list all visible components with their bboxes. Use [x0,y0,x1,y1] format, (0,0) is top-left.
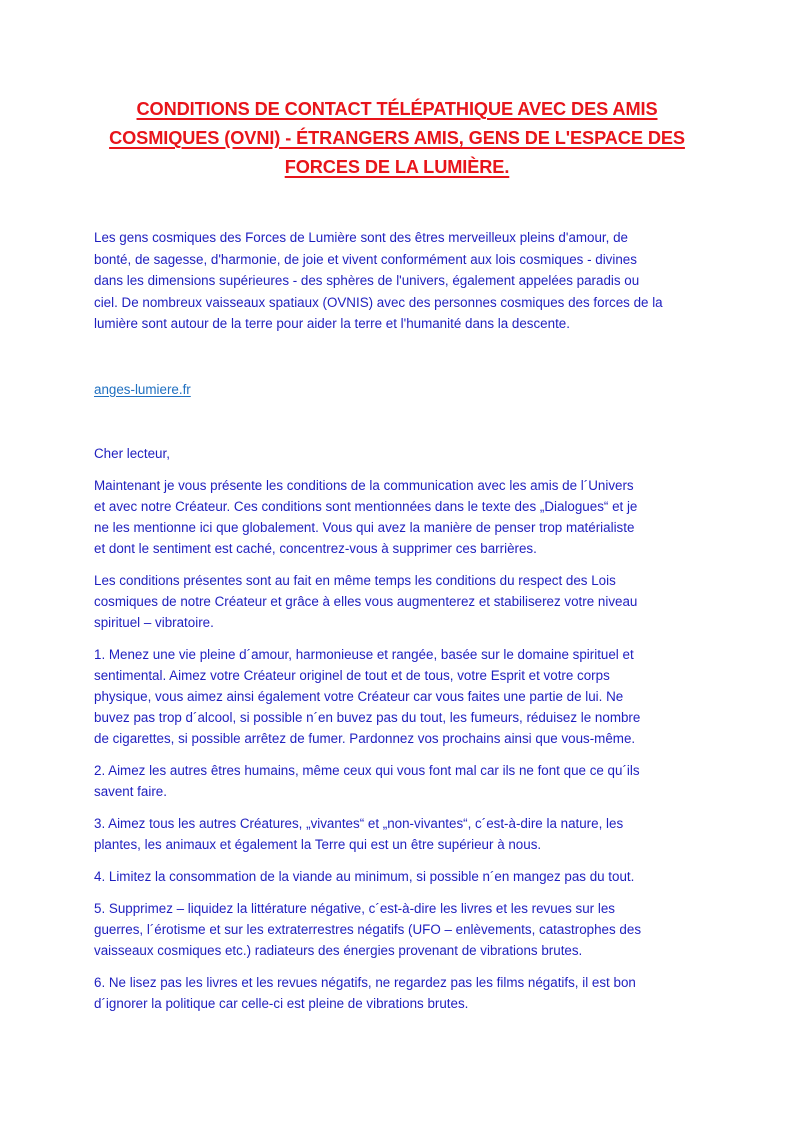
paragraph-line: buvez pas trop d´alcool, si possible n´en buvez pas du tout, les fumeurs, réduisez le nombre [94,709,641,725]
title-line: FORCES DE LA LUMIÈRE. [284,157,510,177]
paragraph-line: 1. Menez une vie pleine d´amour, harmonieuse et rangée, basée sur le domaine spirituel et [94,646,634,662]
paragraph-line: 3. Aimez tous les autres Créatures, „vivantes“ et „non-vivantes“, c´est-à-dire la nature, les [94,815,624,831]
paragraph-line: savent faire. [94,783,167,799]
intro-line: Les gens cosmiques des Forces de Lumière sont des êtres merveilleux pleins d'amour, de [94,230,628,245]
paragraph-line: 2. Aimez les autres êtres humains, même ceux qui vous font mal car ils ne font que ce qu´ils [94,762,640,778]
intro-line: ciel. De nombreux vaisseaux spatiaux (OVNIS) avec des personnes cosmiques des forces de la [94,294,663,310]
paragraph-line: physique, vous aimez ainsi également votre Créateur car vous faites une partie de lui. Ne [94,688,624,704]
paragraph-line: 4. Limitez la consommation de la viande au minimum, si possible n´en mangez pas du tout. [94,868,635,884]
condition-item-4 [94,866,700,887]
condition-item-1 [94,644,700,749]
document-page [94,95,700,1014]
condition-item-3 [94,813,700,855]
paragraph-line: d´ignorer la politique car celle-ci est pleine de vibrations brutes. [94,995,469,1011]
paragraph-line: sentimental. Aimez votre Créateur originel de tout et de tous, votre Esprit et votre corps [94,667,610,683]
intro-line: dans les dimensions supérieures - des sphères de l'univers, également appelées paradis ou [94,273,640,288]
intro-paragraph [94,227,700,335]
paragraph-line: 6. Ne lisez pas les livres et les revues négatifs, ne regardez pas les films négatifs, il est bon [94,974,636,990]
salutation: Cher lecteur, [94,445,170,461]
paragraph-line: de cigarettes, si possible arrêtez de fumer. Pardonnez vos prochains ainsi que vous-même. [94,730,636,746]
title-line: CONDITIONS DE CONTACT TÉLÉPATHIQUE AVEC DES AMIS [136,99,658,119]
paragraph-line: plantes, les animaux et également la Terre qui est un être supérieur à nous. [94,836,542,852]
body-paragraph [94,570,700,633]
paragraph-line: spirituel – vibratoire. [94,614,214,630]
condition-item-2 [94,760,700,802]
intro-line: bonté, de sagesse, d'harmonie, de joie et vivent conformément aux lois cosmiques - divines [94,251,637,267]
source-link[interactable]: anges-lumiere.fr [94,381,191,397]
paragraph-line: vaisseaux cosmiques etc.) radiateurs des énergies provenant de vibrations brutes. [94,942,583,958]
paragraph-line: et dont le sentiment est caché, concentrez-vous à supprimer ces barrières. [94,540,537,556]
condition-item-6 [94,972,700,1014]
paragraph-line: Maintenant je vous présente les conditions de la communication avec les amis de l´Univers [94,477,634,493]
paragraph-line: guerres, l´érotisme et sur les extraterrestres négatifs (UFO – enlèvements, catastrophes des [94,921,642,937]
title-line: COSMIQUES (OVNI) - ÉTRANGERS AMIS, GENS DE L'ESPACE DES [109,128,685,148]
paragraph-line: Les conditions présentes sont au fait en même temps les conditions du respect des Lois [94,572,616,588]
document-title [94,95,700,182]
body-paragraph [94,475,700,559]
paragraph-line: ne les mentionne ici que globalement. Vous qui avez la manière de penser trop matérialiste [94,519,635,535]
paragraph-line: cosmiques de notre Créateur et grâce à elles vous augmenterez et stabiliserez votre niveau [94,593,638,609]
paragraph-line: et avec notre Créateur. Ces conditions sont mentionnées dans le texte des „Dialogues“ et je [94,498,638,514]
intro-line: lumière sont autour de la terre pour aider la terre et l'humanité dans la descente. [94,316,570,331]
paragraph-line: 5. Supprimez – liquidez la littérature négative, c´est-à-dire les livres et les revues sur les [94,900,615,916]
condition-item-5 [94,898,700,961]
